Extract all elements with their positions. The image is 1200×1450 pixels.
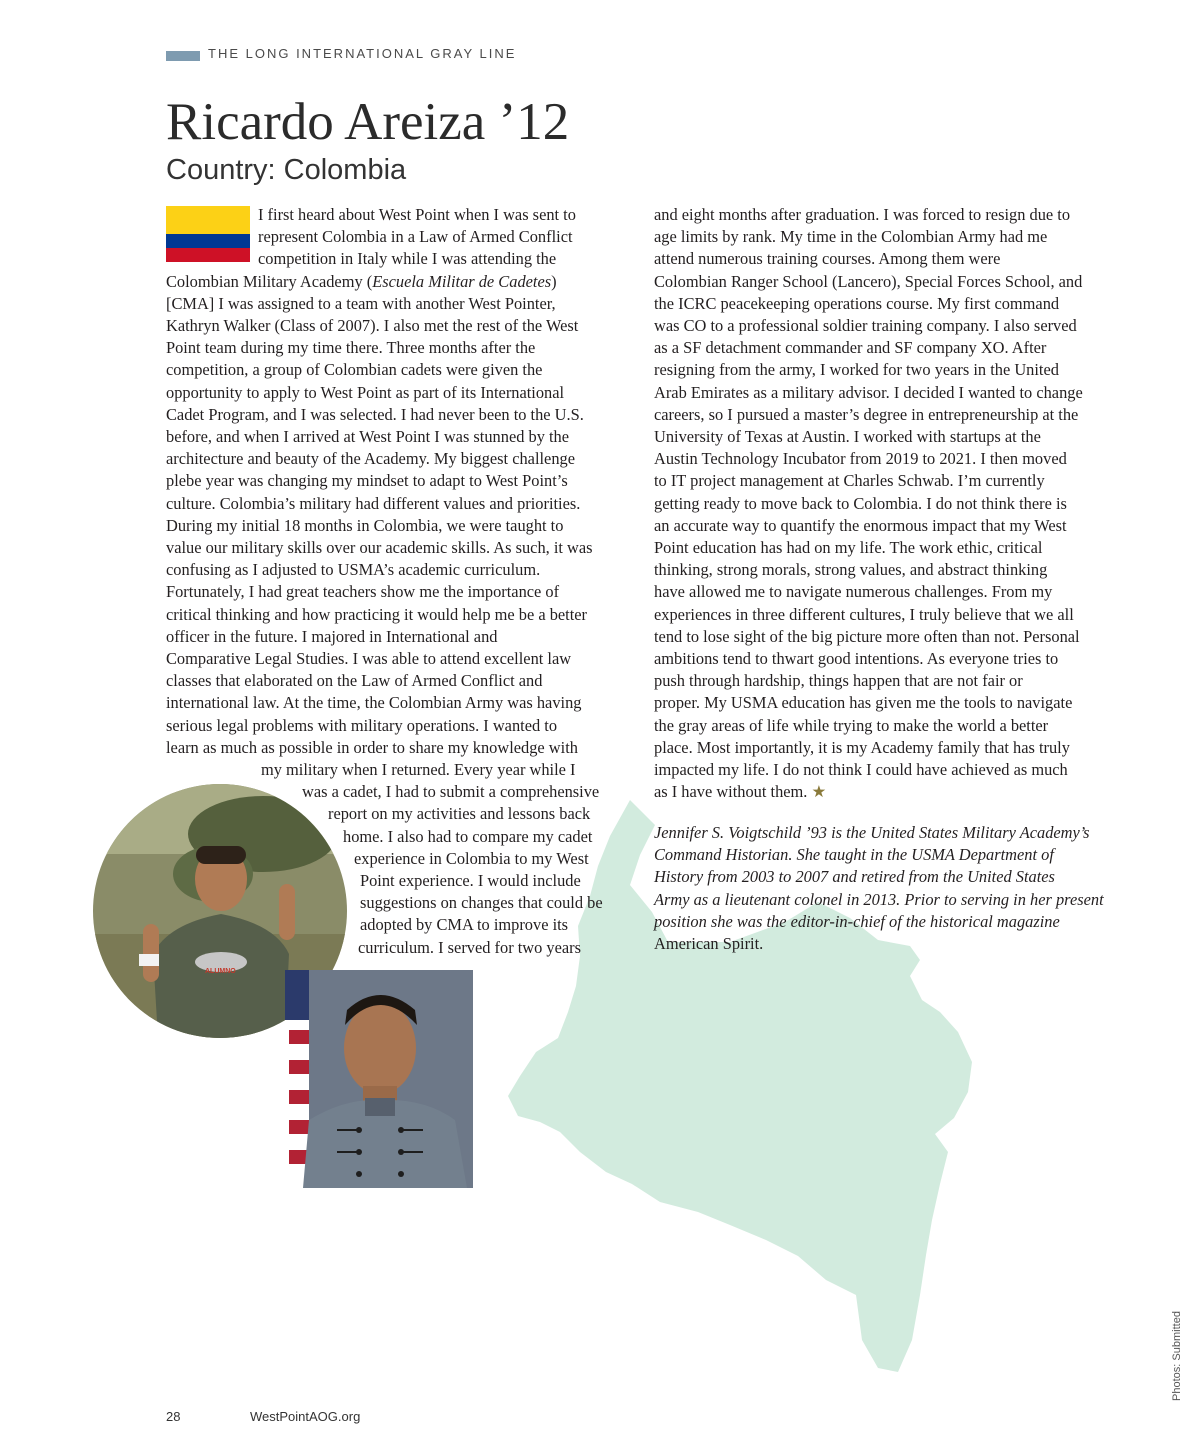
- left-column-line: [166, 426, 569, 448]
- left-column-line: [166, 293, 556, 315]
- left-column-line: [166, 515, 563, 537]
- right-column-line: [654, 781, 826, 803]
- left-column-line: [166, 493, 580, 515]
- portrait-photo-illustration: [285, 970, 473, 1188]
- text-run: plebe year was changing my mindset to adapt to West Point’s: [166, 471, 568, 491]
- text-run: competition in Italy while I was attending the: [258, 249, 557, 269]
- text-run: impacted my life. I do not think I could have achieved as much: [654, 760, 1068, 779]
- text-run: experiences in three different cultures, I truly believe that we all: [654, 604, 1074, 624]
- left-column-line: [166, 581, 559, 603]
- right-column-line: [654, 248, 1000, 270]
- left-column-line: [360, 870, 581, 892]
- right-column-line: [654, 515, 1067, 537]
- text-run: serious legal problems with military operations. I wanted to: [166, 715, 558, 735]
- right-column-line: [654, 559, 1047, 581]
- text-run: tend to lose sight of the big picture more often than not. Personal: [654, 626, 1080, 646]
- author-note-line: [654, 822, 1090, 844]
- text-run: was a cadet, I had to submit a comprehensive: [302, 782, 600, 802]
- text-run: competition, a group of Colombian cadets were given the: [166, 360, 543, 380]
- author-note-line: [654, 844, 1054, 866]
- text-run: Colombian Military Academy (: [166, 271, 373, 291]
- text-run: Point team during my time there. Three months after the: [166, 338, 536, 358]
- text-run: home. I also had to compare my cadet: [343, 826, 593, 846]
- text-run: adopted by CMA to improve its: [360, 915, 569, 935]
- left-column-line: [258, 226, 573, 248]
- author-note-line: [654, 889, 1104, 911]
- text-run: classes that elaborated on the Law of Armed Conflict and: [166, 671, 543, 691]
- text-run: my military when I returned. Every year while I: [261, 760, 576, 779]
- article-title: Ricardo Areiza ’12: [166, 93, 570, 151]
- left-column-line: [258, 248, 556, 270]
- right-column-line: [654, 581, 1052, 603]
- footer-site: WestPointAOG.org: [250, 1409, 361, 1424]
- italic-text: position she was the editor-in-chief of the historical magazine: [654, 911, 1060, 931]
- flag-stripe-yellow: [166, 206, 250, 234]
- left-column-line: [166, 626, 497, 648]
- text-run: Kathryn Walker (Class of 2007). I also met the rest of the West: [166, 316, 579, 335]
- right-column-line: [654, 382, 1083, 404]
- right-column-line: [654, 315, 1077, 337]
- text-run: suggestions on changes that could be: [360, 893, 603, 913]
- right-column-line: [654, 648, 1058, 670]
- text-run: Comparative Legal Studies. I was able to attend excellent law: [166, 649, 572, 668]
- left-column-line: [166, 337, 535, 359]
- text-run: officer in the future. I majored in International and: [166, 626, 498, 646]
- photo-credit: Photos: Submitted: [1171, 1311, 1183, 1401]
- left-column-line: [302, 781, 599, 803]
- page-number: 28: [166, 1409, 181, 1424]
- text-run: Arab Emirates as a military advisor. I decided I wanted to change: [654, 382, 1083, 402]
- text-run: American Spirit.: [654, 934, 764, 953]
- text-run: culture. Colombia’s military had different values and priorities.: [166, 493, 581, 513]
- author-note-line: [654, 866, 1055, 888]
- text-run: the gray areas of life while trying to make the world a better: [654, 715, 1049, 735]
- author-note-line: [654, 933, 763, 955]
- left-column-line: [328, 803, 590, 825]
- left-column-line: [360, 914, 568, 936]
- text-run: ): [551, 271, 557, 291]
- text-run: proper. My USMA education has given me the tools to navigate: [654, 693, 1073, 713]
- italic-text: Jennifer S. Voigtschild ’93 is the United States Military Academy’s: [654, 823, 1090, 842]
- right-column-line: [654, 537, 1042, 559]
- right-column-line: [654, 293, 1059, 315]
- right-column-line: [654, 448, 1067, 470]
- left-column-line: [166, 537, 593, 559]
- text-run: age limits by rank. My time in the Colombian Army had me: [654, 227, 1048, 247]
- text-run: [CMA] I was assigned to a team with another West Pointer,: [166, 293, 556, 313]
- text-run: attend numerous training courses. Among them were: [654, 249, 1001, 269]
- text-run: an accurate way to quantify the enormous impact that my West: [654, 515, 1067, 535]
- left-column-line: [166, 692, 581, 714]
- italic-text: History from 2003 to 2007 and retired from the United States: [654, 867, 1055, 887]
- italic-text: Escuela Militar de Cadetes: [372, 271, 552, 291]
- text-run: as a SF detachment commander and SF company XO. After: [654, 338, 1047, 358]
- right-column-line: [654, 426, 1041, 448]
- article-subtitle: Country: Colombia: [166, 154, 407, 186]
- left-column-line: [166, 315, 578, 337]
- text-run: University of Texas at Austin. I worked with startups at the: [654, 427, 1041, 446]
- text-run: thinking, strong morals, strong values, and abstract thinking: [654, 560, 1048, 580]
- text-run: critical thinking and how practicing it would help me be a better: [166, 604, 588, 624]
- right-column-line: [654, 359, 1059, 381]
- left-column-line: [166, 670, 542, 692]
- text-run: as I have without them.: [654, 782, 812, 802]
- right-column-line: [654, 626, 1080, 648]
- left-column-line: [358, 937, 581, 959]
- left-column-line: [166, 382, 564, 404]
- text-run: place. Most importantly, it is my Academy family that has truly: [654, 737, 1070, 757]
- left-column-line: [166, 559, 540, 581]
- text-run: During my initial 18 months in Colombia, we were taught to: [166, 515, 564, 535]
- text-run: to IT project management at Charles Schwab. I’m currently: [654, 471, 1045, 491]
- left-column-line: [166, 359, 542, 381]
- right-column-line: [654, 604, 1074, 626]
- text-run: before, and when I arrived at West Point I was stunned by the: [166, 427, 570, 446]
- left-column-line: [166, 470, 568, 492]
- text-run: getting ready to move back to Colombia. I do not think there is: [654, 493, 1067, 513]
- right-column-line: [654, 470, 1045, 492]
- text-run: I first heard about West Point when I was sent to: [258, 205, 576, 224]
- left-column-line: [166, 448, 575, 470]
- flag-stripe-blue: [166, 234, 250, 248]
- left-column-line: [343, 826, 592, 848]
- text-run: Fortunately, I had great teachers show me the importance of: [166, 582, 560, 602]
- italic-text: Command Historian. She taught in the USMA Department of: [654, 845, 1054, 865]
- left-column-line: [166, 715, 557, 737]
- text-run: ambitions tend to thwart good intentions. As everyone tries to: [654, 649, 1059, 668]
- italic-text: Army as a lieutenant colonel in 2013. Prior to serving in her present: [654, 889, 1104, 909]
- right-column-line: [654, 404, 1078, 426]
- author-note-line: [654, 911, 1060, 933]
- end-star-icon: ★: [811, 782, 827, 802]
- text-run: Colombian Ranger School (Lancero), Special Forces School, and: [654, 271, 1083, 291]
- text-run: experience in Colombia to my West: [354, 848, 589, 868]
- text-run: Austin Technology Incubator from 2019 to 2021. I then moved: [654, 449, 1067, 469]
- text-run: value our military skills over our academic skills. As such, it was: [166, 538, 593, 557]
- colombia-flag: [166, 206, 250, 262]
- left-column-line: [360, 892, 603, 914]
- text-run: resigning from the army, I worked for two years in the United: [654, 360, 1059, 380]
- text-run: Point education has had on my life. The work ethic, critical: [654, 538, 1043, 557]
- left-column-line: [166, 604, 587, 626]
- left-column-line: [166, 737, 578, 759]
- text-run: have allowed me to navigate numerous challenges. From my: [654, 582, 1053, 602]
- text-run: the ICRC peacekeeping operations course. My first command: [654, 293, 1060, 313]
- text-run: careers, so I pursued a master’s degree in entrepreneurship at the: [654, 404, 1079, 424]
- text-run: curriculum. I served for two years: [358, 937, 582, 957]
- text-run: international law. At the time, the Colombian Army was having: [166, 693, 582, 713]
- flag-stripe-red: [166, 248, 250, 262]
- left-column-line: [166, 271, 557, 293]
- right-column-line: [654, 715, 1048, 737]
- text-run: represent Colombia in a Law of Armed Conflict: [258, 227, 573, 247]
- text-run: was CO to a professional soldier training company. I also served: [654, 316, 1077, 335]
- right-column-line: [654, 204, 1070, 226]
- photo-cadet-portrait: [285, 970, 473, 1188]
- text-run: opportunity to apply to West Point as part of its International: [166, 382, 565, 402]
- text-run: Cadet Program, and I was selected. I had never been to the U.S.: [166, 404, 584, 424]
- left-column-line: [354, 848, 589, 870]
- right-column-line: [654, 271, 1082, 293]
- left-column-line: [166, 648, 571, 670]
- text-run: learn as much as possible in order to share my knowledge with: [166, 737, 578, 757]
- text-run: push through hardship, things happen that are not fair or: [654, 671, 1023, 691]
- right-column-line: [654, 226, 1047, 248]
- shirt-print-label: ALUMNO: [205, 968, 236, 975]
- text-run: Point experience. I would include: [360, 871, 581, 890]
- right-column-line: [654, 737, 1070, 759]
- section-label: THE LONG INTERNATIONAL GRAY LINE: [208, 46, 517, 61]
- text-run: and eight months after graduation. I was forced to resign due to: [654, 205, 1071, 224]
- right-column-line: [654, 692, 1072, 714]
- right-column-line: [654, 759, 1068, 781]
- text-run: architecture and beauty of the Academy. My biggest challenge: [166, 449, 575, 469]
- right-column-line: [654, 670, 1023, 692]
- right-column-line: [654, 493, 1067, 515]
- section-bar: [166, 51, 200, 61]
- right-column-line: [654, 337, 1046, 359]
- left-column-line: [166, 404, 584, 426]
- text-run: report on my activities and lessons back: [328, 804, 591, 824]
- text-run: confusing as I adjusted to USMA’s academic curriculum.: [166, 560, 541, 580]
- left-column-line: [261, 759, 576, 781]
- left-column-line: [258, 204, 576, 226]
